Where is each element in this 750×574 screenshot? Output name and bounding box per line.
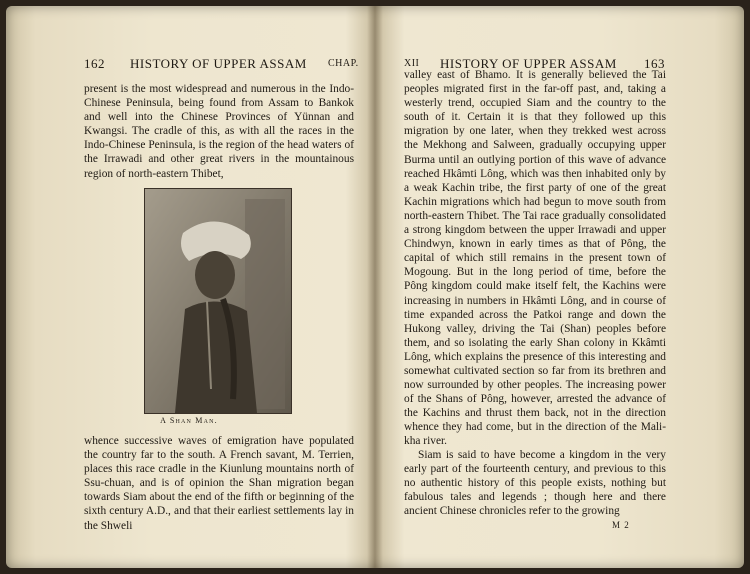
shan-man-photograph xyxy=(144,188,292,414)
signature-mark: M 2 xyxy=(612,520,630,530)
figure-caption: A Shan Man. xyxy=(160,416,218,425)
right-page-number: 163 xyxy=(644,56,665,71)
right-paragraph-1: valley east of Bhamo. It is generally believed the Tai peoples migrated first in the far-off past, and, taking a westerly trend, occupied Siam and the country to the south of it. Certain it is that they followed up this migration by one later, when they trekked west across the Mekhong and Salween, gradually occupying upper Burma until an outlying portion of this wave of advance reached Hkâmti Lông, which was then inhabited only by a weak Kachin tribe, the first party of one of the great Kachin migrations which had begun to move south from north-eastern Thibet. The Tai race gradually consolidated a strong kingdom between the upper Irrawadi and upper Chindwyn, known in early times as that of Pông, the capital of which still remains in the present town of Mogoung. But in the long period of time, before the Pông kingdom could make itself felt, the Kachins were increasing in numbers in Hkâmti Lông, and in course of time expanded across the Patkoi range and down the Hukong valley, driving the Tai (Shan) peoples before them, and so isolating the early Shan colony in Kkâmti Lông, which explains the presence of this interesting and somewhat cultivated section so far from its brethren and now surrounded by other peoples. The increasing power of the Shans of Pông, however, arrested the advance of the Kachins and thrust them back, not in the direction whence they had come, but in the direction of the Mali-kha river. xyxy=(404,69,666,448)
left-page xyxy=(6,6,372,568)
right-running-title: HISTORY OF UPPER ASSAM xyxy=(440,56,617,71)
right-chapter-label: XII xyxy=(404,58,420,69)
left-chapter-label: CHAP. xyxy=(328,58,359,69)
book-spread xyxy=(6,6,744,568)
left-running-title: HISTORY OF UPPER ASSAM xyxy=(130,56,307,71)
left-paragraph-2: whence successive waves of emigration have populated the country far to the south. A French savant, M. Terrien, places this race cradle in the Kiunlung mountains north of Ssu-chuan, and is of opinion the Shan migration began towards Siam about the end of the fifth or beginning of the sixth century A.D., and that their earliest settlements lay in the Shweli xyxy=(84,435,354,532)
right-page xyxy=(378,6,744,568)
shan-man-illustration xyxy=(145,189,291,413)
right-paragraph-2: Siam is said to have become a kingdom in the very early part of the fourteenth century, and previous to this no authentic history of this people exists, nothing but fabulous tales and legends ; though here and there ancient Chinese chronicles refer to the growing xyxy=(404,449,666,518)
left-paragraph-1: present is the most widespread and numerous in the Indo-Chinese Peninsula, being found from Assam to Bankok and well into the Chinese Provinces of Yünnan and Kwangsi. The cradle of this, as with all the races in the Indo-Chinese Peninsula, is the region of the head waters of the Irrawadi and other great rivers in the mountainous region of north-eastern Thibet, xyxy=(84,83,354,180)
left-page-number: 162 xyxy=(84,56,105,71)
